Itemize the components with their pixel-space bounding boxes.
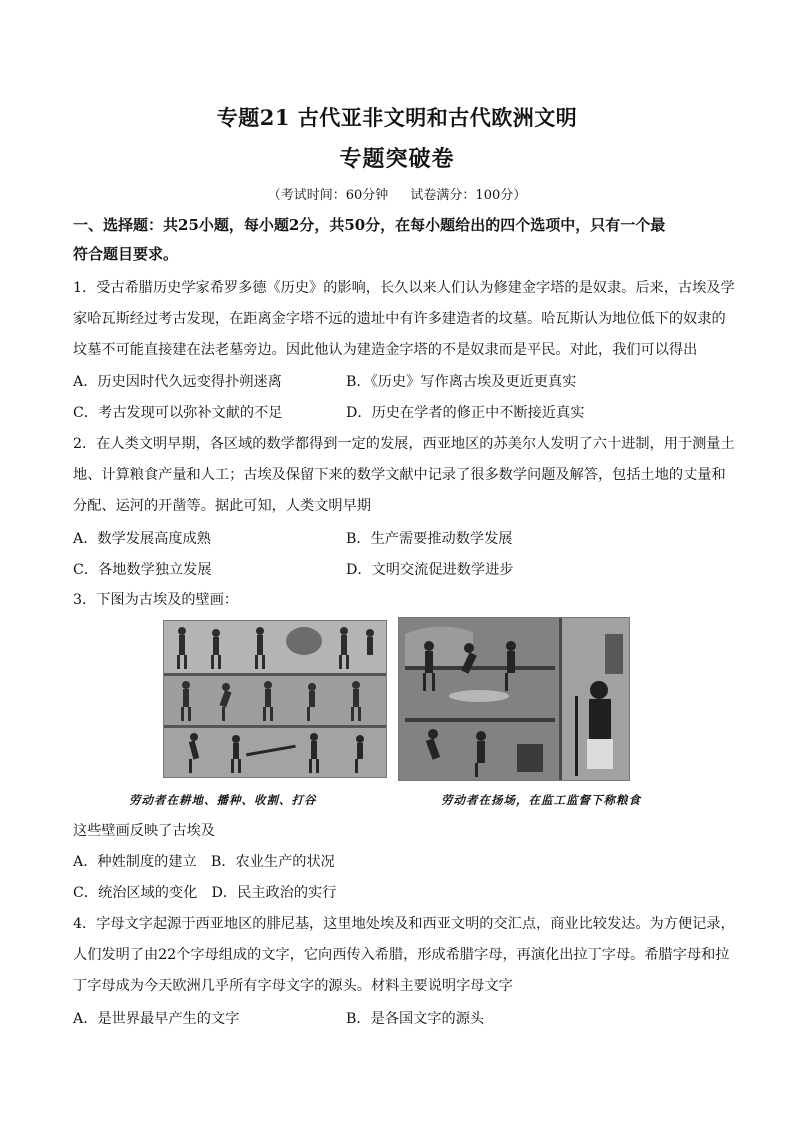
q1-stem-line1: 1．受古希腊历史学家希罗多德《历史》的影响，长久以来人们认为修建金字塔的是奴隶。后来，古埃及学 — [73, 280, 735, 296]
q2-stem-line2: 地、计算粮食产量和人工；古埃及保留下来的数学文献中记录了很多数学问题及解答，包括土地的丈量和 — [73, 467, 726, 483]
q1-option-b: B．《历史》写作离古埃及更近更真实 — [346, 374, 577, 390]
q1-stem-line2: 家哈瓦斯经过考古发现，在距离金字塔不远的遗址中有许多建造者的坟墓。哈瓦斯认为地位低下的奴隶的 — [73, 311, 726, 327]
q2-stem-line3: 分配、运河的开凿等。据此可知，人类文明早期 — [73, 498, 371, 514]
q2-option-c: C．各地数学独立发展 — [73, 562, 212, 578]
q1-option-a: A．历史因时代久远变得扑朔迷离 — [73, 374, 282, 390]
q1-option-d: D．历史在学者的修正中不断接近真实 — [346, 405, 585, 421]
full-score: 试卷满分：100分） — [410, 188, 527, 203]
mural-farming-illustration — [164, 621, 386, 777]
mural-caption-left: 劳动者在耕地、播种、收割、打谷 — [129, 793, 317, 807]
q4-stem-line1: 4．字母文字起源于西亚地区的腓尼基，这里地处埃及和西亚文明的交汇点，商业比较发达。为方便记录， — [73, 916, 735, 932]
q3-question: 这些壁画反映了古埃及 — [73, 823, 215, 839]
exam-time: （考试时间：60分钟 — [267, 188, 389, 203]
section-heading-line1: 一、选择题：共25小题，每小题2分，共50分，在每小题给出的四个选项中，只有一个最 — [73, 216, 666, 234]
q2-stem-line1: 2．在人类文明早期，各区域的数学都得到一定的发展，西亚地区的苏美尔人发明了六十进制，用于测量土 — [73, 436, 735, 452]
q3-options-cd: C．统治区域的变化 D．民主政治的实行 — [73, 885, 337, 901]
q4-option-b: B．是各国文字的源头 — [346, 1011, 485, 1027]
q2-option-a: A．数学发展高度成熟 — [73, 531, 211, 547]
q1-option-c: C．考古发现可以弥补文献的不足 — [73, 405, 283, 421]
q2-option-b: B．生产需要推动数学发展 — [346, 531, 513, 547]
q4-stem-line2: 人们发明了由22个字母组成的文字，它向西传入希腊，形成希腊字母，再演化出拉丁字母。希腊字母和拉 — [73, 947, 730, 963]
q2-option-d: D．文明交流促进数学进步 — [346, 562, 514, 578]
mural-image-farming — [163, 620, 387, 778]
page-subtitle: 专题突破卷 — [339, 146, 455, 172]
mural-granary-illustration — [399, 618, 629, 780]
mural-image-granary — [398, 617, 630, 781]
q4-stem-line3: 丁字母成为今天欧洲几乎所有字母文字的源头。材料主要说明字母文字 — [73, 978, 513, 994]
q3-stem: 3．下图为古埃及的壁画： — [73, 592, 239, 608]
exam-info — [0, 184, 794, 203]
page-title: 专题21 古代亚非文明和古代欧洲文明 — [216, 105, 578, 130]
q4-option-a: A．是世界最早产生的文字 — [73, 1011, 240, 1027]
q3-options-ab: A．种姓制度的建立 B．农业生产的状况 — [73, 854, 335, 870]
q1-stem-line3: 坟墓不可能直接建在法老墓旁边。因此他认为建造金字塔的不是奴隶而是平民。对此，我们可以得出 — [73, 342, 698, 358]
mural-caption-right: 劳动者在扬场，在监工监督下称粮食 — [441, 793, 641, 807]
section-heading-line2: 符合题目要求。 — [73, 245, 179, 263]
